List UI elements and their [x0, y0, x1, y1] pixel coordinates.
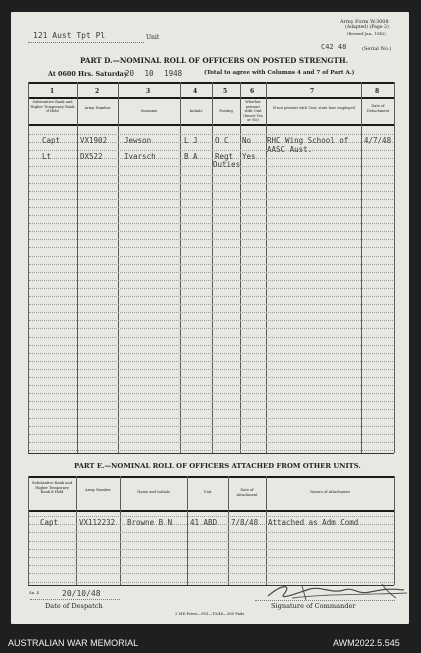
table-cell: Browne B N [127, 518, 173, 527]
table-cell: Jewson [124, 136, 152, 145]
ruled-line [29, 573, 393, 574]
table-cell: RHC Wing School of [267, 136, 349, 145]
part-e-top-rule [28, 476, 394, 478]
ruled-line [29, 369, 393, 370]
table-cell: 41 ABD [190, 518, 218, 527]
table-cell: Duties [213, 160, 241, 169]
part-e-header-rule [28, 510, 394, 512]
table-cell: L J [184, 136, 198, 145]
ruled-line [29, 516, 393, 517]
col-number-3: 3 [146, 88, 151, 95]
ruled-line [29, 450, 393, 451]
col-number-8: 8 [375, 88, 380, 95]
form-adapted: (Adapted) (Page 2) [345, 25, 389, 30]
ruled-line [29, 247, 393, 248]
form-name: Army Form W.3008 [340, 19, 389, 25]
part-d-col-line [240, 82, 241, 453]
ruled-line [29, 264, 393, 265]
ruled-line [29, 385, 393, 386]
col-header-army-number: Army Number [84, 106, 111, 110]
part-d-bottom-rule [28, 453, 394, 454]
col-number-4: 4 [193, 88, 198, 95]
table-cell: Attached as Adm Comd [268, 518, 359, 527]
part-e-header-army-number: Army Number [85, 488, 111, 492]
print-note: 2 MD Press—953—10/46—300 Pads [175, 611, 245, 616]
table-cell: No [242, 136, 252, 145]
ruled-line [29, 288, 393, 289]
part-e-col-line [28, 476, 29, 585]
ruled-line [29, 231, 393, 232]
part-d-top-rule [28, 82, 394, 84]
unit-underline [28, 42, 144, 43]
ruled-line [29, 166, 393, 167]
ruled-line [29, 215, 393, 216]
signature-label: Signature of Commander [271, 602, 356, 610]
ruled-line [29, 426, 393, 427]
table-cell: O C [215, 136, 229, 145]
part-d-col-line [118, 82, 119, 453]
part-d-date-prefix: At 0600 Hrs. Saturday [48, 70, 128, 78]
col-number-2: 2 [95, 88, 100, 95]
unit-label: Unit [146, 34, 160, 41]
ruled-line [29, 409, 393, 410]
ruled-line [29, 280, 393, 281]
ruled-line [29, 434, 393, 435]
col-header-employed: If not present with Unit, state how employed [273, 106, 355, 110]
ruled-line [29, 353, 393, 354]
table-cell: Ivarsch [124, 152, 156, 161]
part-e-header-rank: Substantive Rank and Higher Temporary Rank if Held [31, 481, 73, 494]
ruled-line [29, 377, 393, 378]
ruled-line [29, 328, 393, 329]
ruled-line [29, 191, 393, 192]
table-cell: DX522 [80, 152, 103, 161]
part-d-date-note: (Total to agree with Columns 4 and 7 of Part A.) [204, 70, 355, 76]
ruled-line [29, 134, 393, 135]
despatch-label: Date of Despatch [45, 602, 103, 610]
small-code: Sn. 4 [29, 590, 39, 595]
ruled-line [29, 223, 393, 224]
archive-credit: AUSTRALIAN WAR MEMORIAL [8, 638, 139, 648]
part-e-col-line [187, 476, 188, 585]
ruled-line [29, 304, 393, 305]
table-cell: 7/8/48 [231, 518, 259, 527]
part-e-title: PART E.—NOMINAL ROLL OF OFFICERS ATTACHED FROM OTHER UNITS. [74, 462, 361, 470]
table-cell: B A [184, 152, 198, 161]
ruled-line [29, 272, 393, 273]
ruled-line [29, 312, 393, 313]
part-e-header-date: Date of Attachment [236, 488, 258, 497]
part-e-col-line [228, 476, 229, 585]
signature-underline [255, 600, 395, 601]
part-d-col-line [212, 82, 213, 453]
ruled-line [29, 401, 393, 402]
ruled-line [29, 565, 393, 566]
ruled-line [29, 549, 393, 550]
ruled-line [29, 541, 393, 542]
table-cell: Yes [242, 152, 256, 161]
ruled-line [29, 393, 393, 394]
serial-value: C42 48 [321, 43, 347, 51]
part-d-header-rule [28, 124, 394, 126]
despatch-underline [30, 599, 120, 600]
col-number-7: 7 [310, 88, 315, 95]
ruled-line [29, 199, 393, 200]
part-d-col-line [361, 82, 362, 453]
part-e-col-line [120, 476, 121, 585]
table-cell: Capt [42, 136, 61, 145]
part-e-header-nature: Nature of Attachment [310, 490, 350, 494]
col-number-1: 1 [50, 88, 55, 95]
archive-id: AWM2022.5.545 [333, 638, 400, 648]
form-revised: (Revised Jan., 1942) [347, 31, 386, 36]
part-d-col-line [28, 82, 29, 453]
serial-label: (Serial No.) [362, 46, 392, 52]
part-d-col-line [77, 82, 78, 453]
ruled-line [29, 532, 393, 533]
col-header-surname: Surname [140, 109, 158, 113]
ruled-line [29, 361, 393, 362]
col-header-rank: Substantive Rank and Higher Temporary Rank if Held [30, 100, 75, 113]
part-d-col-line [394, 82, 395, 453]
ruled-line [29, 418, 393, 419]
col-header-present: Whether present with Unit (Insert Yes or No) [243, 100, 263, 122]
table-cell: Regt [215, 152, 234, 161]
unit-value: 121 Aust Tpt Pl [33, 31, 106, 40]
part-e-col-line [266, 476, 267, 585]
col-header-initials: Initials [189, 109, 203, 113]
col-number-6: 6 [250, 88, 255, 95]
part-e-col-line [394, 476, 395, 585]
table-cell: VX112232 [79, 518, 116, 527]
table-cell: VX1902 [80, 136, 108, 145]
part-e-header-name: Name and Initials [137, 490, 170, 494]
ruled-line [29, 320, 393, 321]
col-number-5: 5 [223, 88, 228, 95]
ruled-line [29, 256, 393, 257]
despatch-date: 20/10/48 [62, 589, 101, 598]
part-d-col-line [180, 82, 181, 453]
ruled-line [29, 239, 393, 240]
ruled-line [29, 296, 393, 297]
col-header-posting: Posting [219, 109, 233, 113]
ruled-line [29, 207, 393, 208]
part-e-header-unit: Unit [203, 490, 212, 494]
ruled-line [29, 183, 393, 184]
ruled-line [29, 557, 393, 558]
ruled-line [29, 442, 393, 443]
table-cell: AASC Aust. [267, 145, 313, 154]
table-cell: 4/7/48 [364, 136, 392, 145]
part-d-title: PART D.—NOMINAL ROLL OF OFFICERS ON POSTED STRENGTH. [80, 56, 349, 65]
table-cell: Capt [40, 518, 59, 527]
ruled-line [29, 337, 393, 338]
part-e-col-line [76, 476, 77, 585]
table-cell: Lt [42, 152, 52, 161]
part-d-date-value: 20 10 1948 [125, 69, 183, 78]
col-header-detachment: Date of Detachment [366, 104, 390, 113]
part-d-number-rule [28, 97, 394, 99]
ruled-line [29, 175, 393, 176]
ruled-line [29, 345, 393, 346]
